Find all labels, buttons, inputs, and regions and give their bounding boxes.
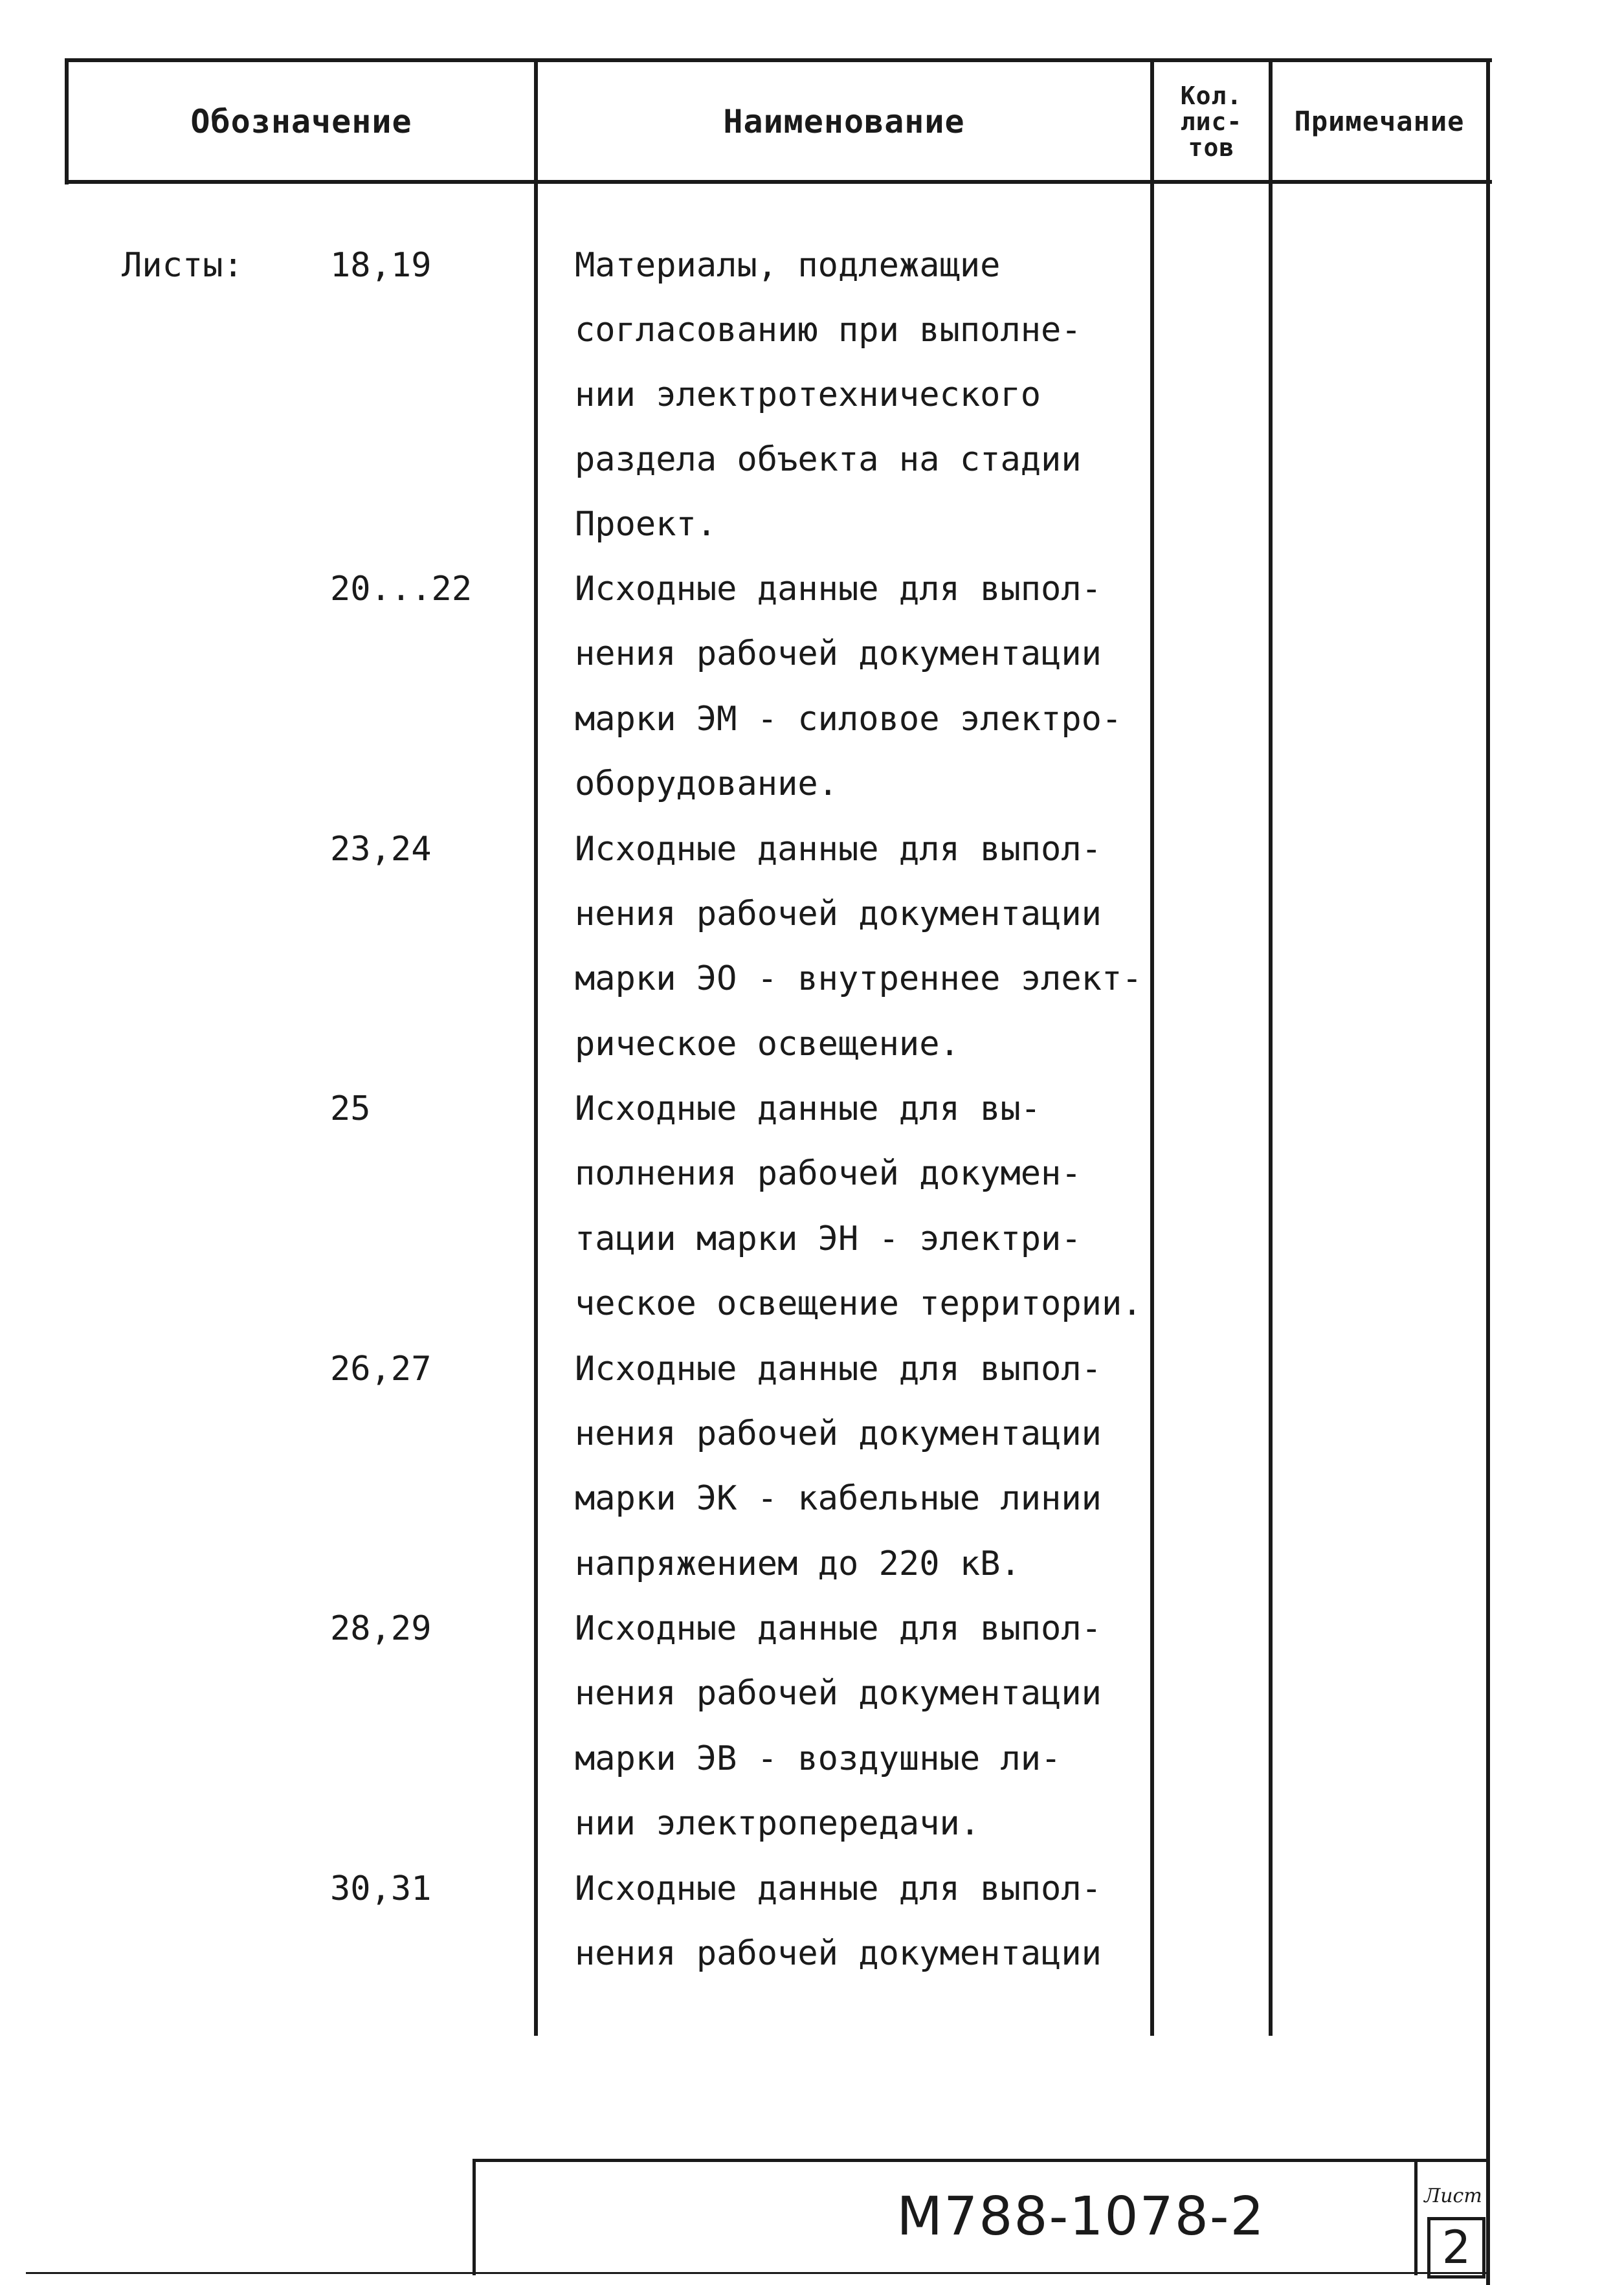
name-line: нения рабочей документации [575, 1674, 1102, 1713]
header-designation-text: Обозначение [190, 102, 412, 140]
name-line: оборудование. [575, 764, 838, 803]
sheet-number: 28,29 [330, 1609, 432, 1648]
column-divider-1 [534, 58, 538, 2036]
name-line: ческое освещение территории. [575, 1284, 1142, 1323]
sheets-label: Листы: [122, 246, 243, 285]
name-line: Исходные данные для выпол- [575, 830, 1102, 869]
name-line: марки ЭК - кабельные линии [575, 1479, 1102, 1518]
sheet-number: 23,24 [330, 830, 432, 869]
header-note [1273, 61, 1486, 181]
name-line: Исходные данные для вы- [575, 1089, 1041, 1128]
name-line: марки ЭО - внутреннее элект- [575, 959, 1142, 998]
name-line: нения рабочей документации [575, 1414, 1102, 1453]
sheet-number: 18,19 [330, 246, 432, 285]
name-line: нения рабочей документации [575, 634, 1102, 673]
name-line: полнения рабочей докумен- [575, 1154, 1082, 1193]
name-line: Исходные данные для выпол- [575, 570, 1102, 608]
sheet-number: 26,27 [330, 1350, 432, 1388]
sheet-number-box: 2 [1427, 2217, 1485, 2279]
sheet-number: 20...22 [330, 570, 473, 608]
frame-right-border [1486, 58, 1490, 2285]
name-line: Исходные данные для выпол- [575, 1350, 1102, 1388]
name-line: нии электротехнического [575, 375, 1041, 414]
name-line: рическое освещение. [575, 1025, 960, 1064]
name-line: Проект. [575, 505, 717, 544]
name-line: нения рабочей документации [575, 1934, 1102, 1973]
document-code: М788-1078-2 [896, 2186, 1265, 2247]
name-line: нии электропередачи. [575, 1804, 981, 1843]
name-line: раздела объекта на стадии [575, 440, 1082, 479]
title-block-left-rule [473, 2159, 476, 2275]
title-block-top-rule [473, 2159, 1490, 2162]
sheet-number: 30,31 [330, 1869, 432, 1908]
header-sheet-count-line-1: Кол. [1180, 81, 1243, 110]
name-line: Исходные данные для выпол- [575, 1869, 1102, 1908]
sheet-number: 25 [330, 1089, 371, 1128]
name-line: Исходные данные для выпол- [575, 1609, 1102, 1648]
header-name-text: Наименование [723, 102, 965, 140]
header-sheet-count-line-3: тов [1188, 133, 1235, 162]
sheet-stamp: Лист [1424, 2185, 1482, 2207]
column-divider-2 [1150, 58, 1154, 2036]
header-note-text: Примечание [1294, 106, 1465, 137]
name-line: марки ЭМ - силовое электро- [575, 700, 1122, 739]
name-line: марки ЭВ - воздушные ли- [575, 1739, 1062, 1778]
name-line: нения рабочей документации [575, 895, 1102, 933]
header-sheet-count [1154, 61, 1269, 181]
column-divider-3 [1269, 58, 1273, 2036]
header-name [538, 61, 1150, 181]
name-line: Материалы, подлежащие [575, 246, 1001, 285]
name-line: согласованию при выполне- [575, 311, 1082, 350]
name-line: напряжением до 220 кВ. [575, 1544, 1021, 1583]
name-line: тации марки ЭН - электри- [575, 1220, 1082, 1258]
header-sheet-count-line-2: лис- [1180, 107, 1243, 136]
title-block-cell-rule [1414, 2159, 1418, 2275]
header-designation [69, 61, 534, 181]
